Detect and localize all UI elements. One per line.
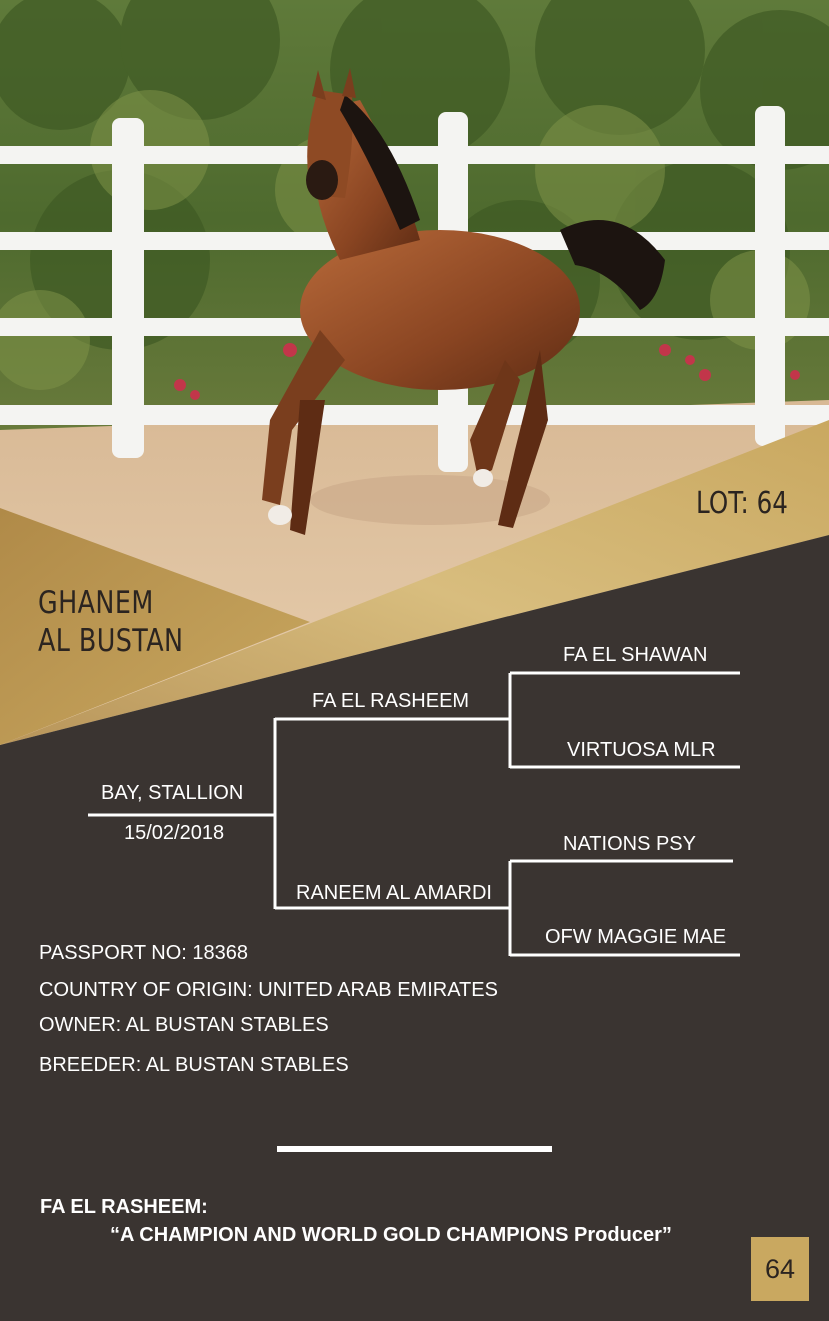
lot-number: LOT: 64 [696,486,788,521]
sire-name: FA EL RASHEEM [312,690,470,712]
dam-dam-name: OFW MAGGIE MAE [545,926,727,948]
sire-dam-name: VIRTUOSA MLR [567,739,716,761]
horse-description: BAY, STALLION [101,782,244,804]
country-of-origin: COUNTRY OF ORIGIN: UNITED ARAB EMIRATES [39,979,498,1001]
dam-sire-name: NATIONS PSY [563,833,696,855]
breeder: BREEDER: AL BUSTAN STABLES [39,1054,349,1076]
horse-name-line2: AL BUSTAN [38,623,184,659]
page-number-badge: 64 [751,1237,809,1301]
horse-name-line1: GHANEM [38,585,154,621]
owner: OWNER: AL BUSTAN STABLES [39,1014,329,1036]
horse-dob: 15/02/2018 [124,822,225,844]
sire-sire-name: FA EL SHAWAN [563,644,708,666]
quote-subject: FA EL RASHEEM: [40,1196,208,1218]
passport-number: PASSPORT NO: 18368 [39,942,248,964]
dam-name: RANEEM AL AMARDI [296,882,492,904]
quote-text: “A CHAMPION AND WORLD GOLD CHAMPIONS Producer” [110,1224,672,1246]
section-divider [277,1146,552,1152]
